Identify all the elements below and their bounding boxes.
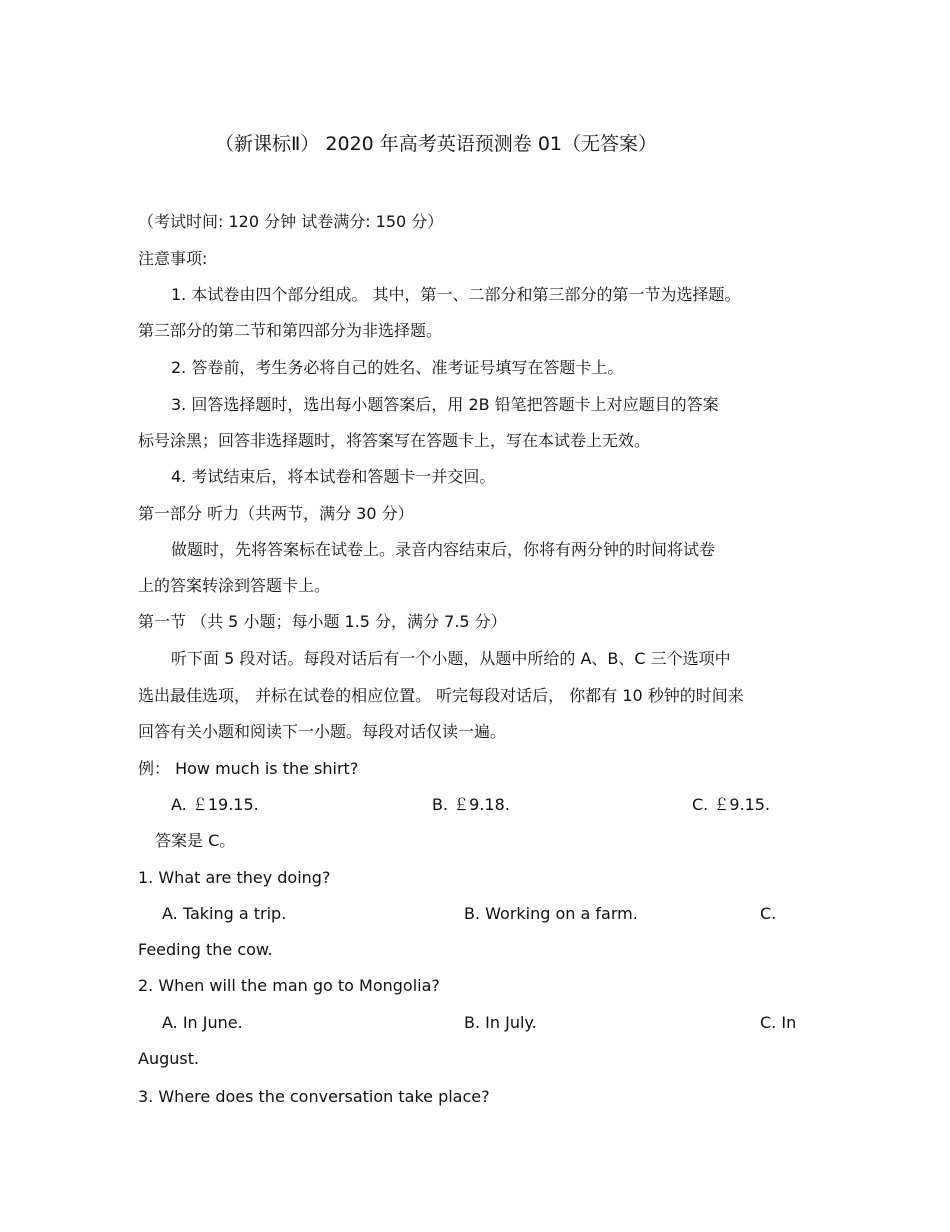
note-line: 3. 回答选择题时，选出每小题答案后，用 2B 铅笔把答题卡上对应题目的答案 (171, 395, 719, 414)
section1-heading: 第一节 （共 5 小题；每小题 1.5 分，满分 7.5 分） (138, 612, 507, 631)
note-line: 4. 考试结束后，将本试卷和答题卡一并交回。 (171, 467, 496, 486)
note-line: 标号涂黑；回答非选择题时，将答案写在答题卡上，写在本试卷上无效。 (138, 431, 651, 450)
exam-info: （考试时间: 120 分钟 试卷满分: 150 分） (138, 212, 444, 231)
question-stem: 2. When will the man go to Mongolia? (138, 976, 440, 995)
example-question: 例： How much is the shirt? (138, 759, 359, 778)
section1-instruction: 回答有关小题和阅读下一小题。每段对话仅读一遍。 (138, 722, 507, 741)
example-option-c: C. ￡9.15. (692, 795, 771, 814)
part1-heading: 第一部分 听力（共两节，满分 30 分） (138, 504, 414, 523)
note-line: 1. 本试卷由四个部分组成。 其中，第一、二部分和第三部分的第一节为选择题。 (171, 285, 741, 304)
example-option-b: B. ￡9.18. (432, 795, 510, 814)
question-option-c: C. (760, 904, 777, 923)
question-option-a: A. In June. (162, 1013, 243, 1032)
example-answer: 答案是 C。 (155, 831, 236, 850)
section1-instruction: 听下面 5 段对话。每段对话后有一个小题，从题中所给的 A、B、C 三个选项中 (171, 649, 731, 668)
document-title: （新课标Ⅱ） 2020 年高考英语预测卷 01（无答案） (215, 133, 658, 155)
note-line: 2. 答卷前，考生务必将自己的姓名、准考证号填写在答题卡上。 (171, 358, 624, 377)
question-option-b: B. Working on a farm. (464, 904, 638, 923)
question-option-c: C. In (760, 1013, 797, 1032)
question-stem: 3. Where does the conversation take place? (138, 1087, 490, 1106)
notes-heading: 注意事项: (138, 249, 208, 268)
part1-instruction: 做题时，先将答案标在试卷上。录音内容结束后，你将有两分钟的时间将试卷 (171, 540, 716, 559)
question-option-c-continued: August. (138, 1049, 200, 1068)
question-option-a: A. Taking a trip. (162, 904, 287, 923)
question-option-c-continued: Feeding the cow. (138, 940, 273, 959)
question-option-b: B. In July. (464, 1013, 537, 1032)
section1-instruction: 选出最佳选项， 并标在试卷的相应位置。 听完每段对话后， 你都有 10 秒钟的时间来 (138, 686, 744, 705)
question-stem: 1. What are they doing? (138, 868, 331, 887)
part1-instruction: 上的答案转涂到答题卡上。 (138, 576, 331, 595)
note-line: 第三部分的第二节和第四部分为非选择题。 (138, 321, 443, 340)
example-option-a: A. ￡19.15. (171, 795, 259, 814)
